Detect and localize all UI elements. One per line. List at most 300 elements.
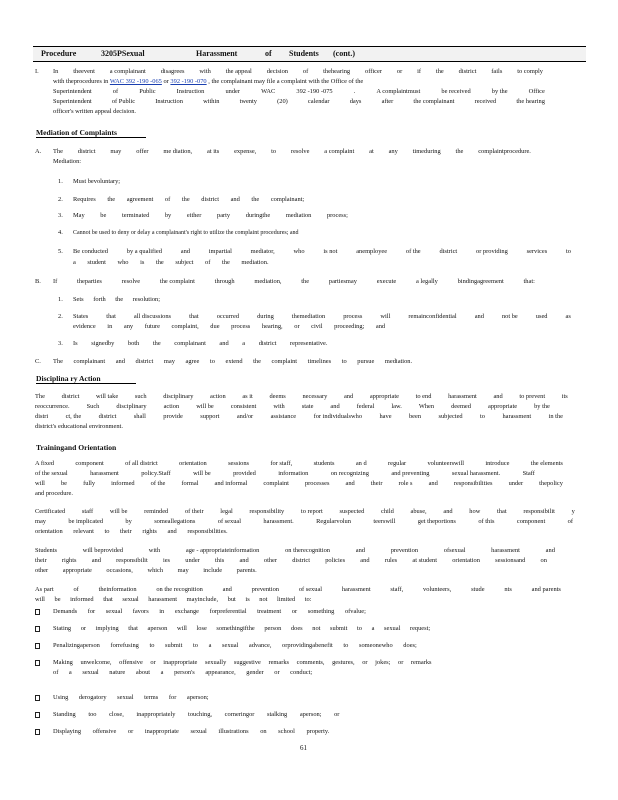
word: may [35, 518, 47, 525]
word: subjected [438, 413, 463, 420]
word: and [360, 557, 370, 564]
word: sexual harassment. [451, 470, 501, 477]
bullet-5: Using derogatory sexual terms for aperson; [53, 694, 209, 701]
word: at its [207, 148, 220, 155]
word: the complainant [413, 98, 455, 105]
appeal-line-3 [53, 88, 545, 96]
word: (20) [277, 98, 288, 105]
word: and [330, 403, 340, 410]
bullet-2: Stating or implying that aperson will lose somethingifthe person does not submit to a sexual request; [53, 625, 431, 632]
word: after [381, 98, 394, 105]
word: students [313, 460, 335, 467]
discipline-line-2 [35, 403, 550, 411]
word: y [571, 508, 575, 515]
med-item-2-num: 2. [58, 196, 63, 203]
word: to report [300, 508, 323, 515]
word: is not [323, 248, 338, 255]
word: mediation, [254, 278, 282, 285]
word: services [526, 248, 548, 255]
word: and preventing [391, 470, 430, 477]
word: of the sexual [35, 470, 68, 477]
word: as it [242, 393, 253, 400]
word: and [222, 586, 232, 593]
word: that [106, 313, 116, 320]
mediation-b-marker: B. [35, 278, 41, 285]
word: days [349, 98, 362, 105]
word: abuse, [410, 508, 427, 515]
word: me diation, [163, 148, 193, 155]
word: at student [412, 557, 438, 564]
word: sessionsand [495, 557, 526, 564]
word: any [388, 148, 398, 155]
med-item-5-num: 5. [58, 248, 63, 255]
med-b-item-3: Is signedby both the complainant and a district representative. [73, 340, 328, 347]
word: by [125, 518, 132, 525]
word: When [418, 403, 435, 410]
word: their [370, 480, 383, 487]
word: Certificated [35, 508, 66, 515]
bullet-3: Penalizingaperson forrefusing to submit to a sexual advance, orprovidingabenefit to someonewho does; [53, 642, 417, 649]
word: complaint [263, 480, 289, 487]
mediation-a-line-2: Mediation: [53, 158, 82, 165]
mediation-b-line [53, 278, 535, 286]
word: the complaint [159, 278, 195, 285]
word: theparties [77, 278, 102, 285]
word: Staff [522, 470, 535, 477]
word: partiesmay [328, 278, 357, 285]
appeal-line-1 [53, 68, 543, 76]
word: during [257, 313, 274, 320]
word: informed [111, 480, 135, 487]
word: be [60, 480, 68, 487]
word: on the recognition [156, 586, 203, 593]
word: processes [304, 480, 330, 487]
word: received [474, 98, 497, 105]
word: regular [388, 460, 407, 467]
word: process [343, 313, 363, 320]
word: As part [35, 586, 54, 593]
word: rights [61, 557, 77, 564]
word: not be [501, 313, 518, 320]
word: for individualswho [313, 413, 363, 420]
word: 392 -190 -075 [296, 88, 333, 95]
word: by the [534, 403, 550, 410]
word: state [301, 403, 314, 410]
word: decision [266, 68, 289, 75]
word: prevention [251, 586, 280, 593]
word: Office [528, 88, 545, 95]
word: under [508, 480, 524, 487]
word: ofsexual [443, 547, 466, 554]
word: and [180, 248, 190, 255]
bullet-1: Demands for sexual favors in exchange forpreferential treatment or something ofvalue; [53, 608, 366, 615]
word: complaintprocedure. [478, 148, 531, 155]
header-cont: (cont.) [333, 49, 355, 58]
med-item-3-num: 3. [58, 212, 63, 219]
word: if [417, 68, 422, 75]
discipline-heading: Disciplina ry Action [36, 374, 136, 384]
word: have [379, 413, 392, 420]
med-b-item-1: Sets forth the resolution; [73, 296, 161, 303]
word: Regularvolun [316, 518, 351, 525]
word: and [239, 557, 249, 564]
word: role s [398, 480, 413, 487]
med-item-1-num: 1. [58, 178, 63, 185]
word: occurred [216, 313, 240, 320]
word: volunteers, [423, 586, 452, 593]
training-p3-line-1 [35, 547, 555, 555]
word: that [497, 508, 507, 515]
word: of [73, 586, 79, 593]
word: federal [356, 403, 375, 410]
word: or [396, 68, 403, 75]
training-p3-line-2 [35, 557, 547, 565]
wac-link-2[interactable]: 392 -190 -070 [170, 78, 207, 85]
word: component [516, 518, 546, 525]
training-p1-line-4: and procedure. [35, 490, 73, 497]
appeal-line-4 [53, 98, 545, 106]
word: assistance [270, 413, 297, 420]
word: policies [325, 557, 346, 564]
word: Public [139, 88, 156, 95]
word: deems [269, 393, 286, 400]
word: and [443, 508, 453, 515]
word: theinformation [98, 586, 137, 593]
word: fully [83, 480, 96, 487]
word: will be [109, 508, 128, 515]
word: to prevent [519, 393, 546, 400]
discipline-line-1 [35, 393, 568, 401]
word: and parents [531, 586, 561, 593]
training-p2-line-2 [35, 518, 573, 526]
mediation-a-marker: A. [35, 148, 42, 155]
word: support [200, 413, 220, 420]
mediation-heading: Mediation of Complaints [36, 128, 146, 138]
word: harassment [448, 393, 477, 400]
word: Superintendent [53, 88, 92, 95]
word: will [35, 480, 45, 487]
header-procedure: Procedure [41, 49, 77, 58]
word: child [381, 508, 394, 515]
word: will beprovided [82, 547, 124, 554]
word: that [189, 313, 199, 320]
word: teerswill [373, 518, 396, 525]
word: staff [81, 508, 94, 515]
word: of the [150, 480, 166, 487]
bullet-box-icon [35, 626, 40, 632]
word: Instruction [155, 98, 183, 105]
word: an d [355, 460, 367, 467]
word: under [225, 88, 241, 95]
word: used [535, 313, 548, 320]
word: A complaintmust [376, 88, 421, 95]
word: shall [133, 413, 146, 420]
word: such [134, 393, 147, 400]
header-of: of [265, 49, 272, 58]
header-students: Students [289, 49, 319, 58]
word: harassment. [263, 518, 294, 525]
word: In [53, 68, 59, 75]
word: theevent [73, 68, 95, 75]
word: to end [415, 393, 432, 400]
word: rules [384, 557, 398, 564]
word: of sexual [217, 518, 242, 525]
word: harassment [341, 586, 371, 593]
word: timeduring [412, 148, 441, 155]
word: consistent [230, 403, 257, 410]
appeal-line-2c: , the complainant may file a complaint with the Office of the [208, 78, 364, 85]
bullet-7: Displaying offensive or inappropriate sexual illustrations on school property. [53, 728, 330, 735]
discipline-line-4: district's educational environment. [35, 423, 123, 430]
word: remainconfidential [408, 313, 457, 320]
word: and [355, 547, 365, 554]
word: nts [504, 586, 512, 593]
word: of sexual [298, 586, 323, 593]
word: of Public [111, 98, 136, 105]
training-p1-line-2 [35, 470, 535, 478]
appeal-line-2b: or [163, 78, 169, 85]
word: anemployee [356, 248, 388, 255]
word: the appeal [225, 68, 252, 75]
word: and/or [236, 413, 254, 420]
word: reoccurrence. [35, 403, 70, 410]
word: to [566, 248, 571, 255]
word: and informal [214, 480, 248, 487]
word: WAC [261, 88, 276, 95]
word: the hearing [516, 98, 545, 105]
word: necessary [302, 393, 328, 400]
word: district [292, 557, 310, 564]
word: component [75, 460, 104, 467]
word: and [343, 393, 354, 400]
word: all discussions [133, 313, 172, 320]
word: the [301, 278, 310, 285]
bullet-4-cont: of a sexual nature about a person's appearance, gender or conduct; [53, 669, 313, 676]
word: ies [162, 557, 171, 564]
med-item-3: May be terminated by either party duringthe mediation process; [73, 212, 348, 219]
word: A fixed [35, 460, 54, 467]
word: with [148, 547, 161, 554]
word: to [480, 413, 486, 420]
word: or providing [476, 248, 508, 255]
word: law. [391, 403, 402, 410]
word: The [53, 148, 63, 155]
med-b-item-2-line-2: evidence in any future complaint, due process hearing, or civil proceeding; and [73, 323, 386, 330]
word: thehearing [323, 68, 351, 75]
word: provided [233, 470, 256, 477]
word: and [545, 547, 555, 554]
training-p2-line-1 [35, 508, 575, 516]
word: responsibilit [116, 557, 148, 564]
word: and [345, 480, 355, 487]
training-p1-line-1 [35, 460, 563, 468]
word: the elements [530, 460, 563, 467]
word: Instruction [176, 88, 205, 95]
med-item-1: Must bevoluntary; [73, 178, 121, 185]
bullet-6: Standing too close, inappropriately touching, corneringor stalking aperson; or [53, 711, 340, 718]
word: responsibilit [523, 508, 555, 515]
med-b-item-3-num: 3. [58, 340, 63, 347]
med-item-2: Requires the agreement of the district and the complainant; [73, 196, 305, 203]
word: will [380, 313, 391, 320]
word: district [77, 148, 96, 155]
training-p2-line-3: orientation relevant to their rights and responsibilities. [35, 528, 228, 535]
word: to comply [517, 68, 543, 75]
word: volunteerswill [427, 460, 464, 467]
word: someallegations [154, 518, 196, 525]
word: harassment [491, 547, 520, 554]
word: expense, [234, 148, 257, 155]
word: get theportions [417, 518, 456, 525]
word: by the [491, 88, 508, 95]
bullet-box-icon [35, 609, 40, 615]
word: through [214, 278, 235, 285]
wac-link-1[interactable]: WAC 392 -190 -065 [109, 78, 162, 85]
word: with [273, 403, 285, 410]
word: appropriate [487, 403, 518, 410]
word: and [428, 480, 438, 487]
word: a complaint [324, 148, 355, 155]
word: the [455, 148, 464, 155]
mediation-a-line-1 [53, 148, 531, 156]
word: to [271, 148, 277, 155]
word: will be [193, 470, 211, 477]
word: Students [35, 547, 58, 554]
word: prevention [390, 547, 419, 554]
med-item-4: Cannot be used to deny or delay a complainant's right to utilize the complaint procedures; and [73, 230, 299, 236]
bullet-box-icon [35, 712, 40, 718]
word: will be [196, 403, 214, 410]
word: disciplinary [116, 403, 147, 410]
training-heading: Trainingand Orientation [36, 443, 117, 452]
word: their [35, 557, 47, 564]
word: officer [365, 68, 382, 75]
word: on [540, 557, 547, 564]
word: the [435, 68, 444, 75]
bullet-box-icon [35, 660, 40, 666]
appeal-line-2 [53, 78, 363, 86]
word: on therecognition [285, 547, 330, 554]
appeal-marker: I. [35, 68, 39, 75]
word: district [439, 248, 458, 255]
word: Superintendent [53, 98, 92, 105]
word: introduce [485, 460, 510, 467]
mediation-c-marker: C. [35, 358, 41, 365]
word: of [302, 68, 309, 75]
page-number: 61 [300, 744, 307, 752]
word: of this [478, 518, 495, 525]
word: Such [86, 403, 100, 410]
word: other [263, 557, 278, 564]
word: orientation [452, 557, 480, 564]
med-item-5-line-2: a student who is the subject of the mediation. [73, 259, 269, 266]
discipline-line-3 [35, 413, 563, 421]
word: impartial [208, 248, 232, 255]
word: If [53, 278, 58, 285]
word: of all district [125, 460, 158, 467]
word: age - appropriateinformation [185, 547, 260, 554]
word: appropriate [369, 393, 399, 400]
word: resolve [290, 148, 310, 155]
word: harassment [502, 413, 532, 420]
word: with [199, 68, 211, 75]
word: stude [471, 586, 485, 593]
word: responsibility [249, 508, 285, 515]
word: a complainant [109, 68, 146, 75]
word: may [110, 148, 122, 155]
word: for staff, [270, 460, 293, 467]
word: policy.Staff [141, 470, 171, 477]
word: of their [184, 508, 204, 515]
word: of [112, 88, 119, 95]
header-harassment: Harassment [196, 49, 238, 58]
word: been [408, 413, 422, 420]
word: reminded [144, 508, 169, 515]
word: responsibilities [453, 480, 493, 487]
word: ct, the [65, 413, 82, 420]
med-item-4-num: 4. [58, 229, 63, 236]
word: at [369, 148, 374, 155]
bullet-box-icon [35, 695, 40, 701]
appeal-line-2a: with theprocedures in [53, 78, 109, 85]
training-p4-line-1 [35, 586, 561, 594]
word: that: [523, 278, 535, 285]
word: suspected [339, 508, 365, 515]
word: under [185, 557, 200, 564]
bullet-box-icon [35, 729, 40, 735]
word: offer [136, 148, 149, 155]
word: thepolicy [539, 480, 563, 487]
word: within [203, 98, 220, 105]
word: mediator, [250, 248, 275, 255]
word: calendar [307, 98, 330, 105]
bullet-box-icon [35, 643, 40, 649]
word: provide [163, 413, 183, 420]
word: how [469, 508, 481, 515]
word: of [567, 518, 573, 525]
word: Be conducted [73, 248, 108, 255]
word: will take [96, 393, 119, 400]
mediation-c-line: The complainant and district may agree to extend the complaint timelines to pursue mediation. [53, 358, 413, 365]
training-p1-line-3 [35, 480, 563, 488]
word: fails [491, 68, 503, 75]
med-b-item-2-line-1 [73, 313, 571, 321]
word: district [98, 413, 117, 420]
word: States [73, 313, 89, 320]
word: orientation [179, 460, 207, 467]
word: who [293, 248, 305, 255]
word: as [565, 313, 571, 320]
word: be implicated [68, 518, 104, 525]
word: on recognizing [330, 470, 369, 477]
med-b-item-1-num: 1. [58, 296, 63, 303]
word: action [210, 393, 226, 400]
word: twenty [239, 98, 257, 105]
word: resolve [121, 278, 141, 285]
word: its [561, 393, 568, 400]
training-p3-line-3: other appropriate occasions, which may include parents. [35, 567, 257, 574]
word: The [35, 393, 45, 400]
word: this [215, 557, 225, 564]
word: harassment [90, 470, 119, 477]
word: district [458, 68, 477, 75]
word: staff, [390, 586, 404, 593]
word: a legally [416, 278, 438, 285]
training-p4-line-2: will be informed that sexual harassment mayinclude, but is not limited to: [35, 596, 312, 603]
word: execute [376, 278, 397, 285]
bullet-4: Making unwelcome, offensive or inappropriate sexually suggestive remarks comments, gestures, or jokes; or remarks [53, 659, 432, 666]
word: disagrees [160, 68, 185, 75]
